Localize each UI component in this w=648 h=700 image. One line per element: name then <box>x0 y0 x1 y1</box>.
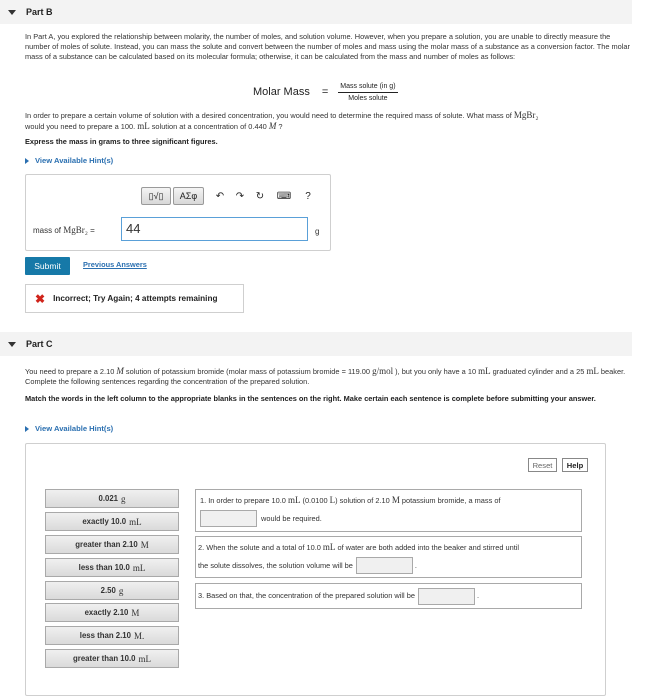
formula-fraction <box>338 83 397 102</box>
part-b-header[interactable] <box>0 0 632 24</box>
math-toolbar <box>141 185 341 207</box>
previous-answers-link[interactable]: Previous Answers <box>83 260 147 269</box>
chip-0021-g[interactable] <box>45 489 179 508</box>
formula-equals: = <box>321 86 329 98</box>
reset-button[interactable]: Reset <box>528 458 557 472</box>
hint-caret-icon <box>25 426 29 432</box>
s1-text-a: 1. In order to prepare 10.0 <box>200 496 288 505</box>
part-c-instruction: Match the words in the left column to the appropriate blanks in the sentences on the right. Make certain each sentence is complete before submitting your answer. <box>25 394 596 403</box>
greek-symbols-button[interactable]: ΑΣφ <box>173 187 204 205</box>
s2-text-b: of water are both added into the beaker and stirred until <box>335 543 520 552</box>
s1-text-c: ) solution of 2.10 <box>335 496 392 505</box>
answer-unit: g <box>315 227 320 236</box>
c-intro-5: beaker. Complete the following sentences regarding the concentration of the prepared solution. <box>25 367 626 386</box>
chip-exactly-210-m[interactable] <box>45 603 179 622</box>
s3-end: . <box>476 591 479 600</box>
s1-ml: mL <box>287 495 301 505</box>
s1-text-b: (0.0100 <box>300 496 330 505</box>
chip-exactly-10-ml[interactable] <box>45 512 179 531</box>
chip-unit: g <box>121 493 126 504</box>
s2-text-a: 2. When the solute and a total of 10.0 <box>198 543 323 552</box>
chip-unit: mL <box>132 562 146 573</box>
question-unit-m: M <box>268 121 277 131</box>
mass-label <box>33 225 95 235</box>
blank-1[interactable] <box>200 510 257 527</box>
part-b-title: Part B <box>26 7 53 17</box>
hint-label: View Available Hint(s) <box>35 156 114 165</box>
feedback-text: Incorrect; Try Again; 4 attempts remaining <box>53 294 218 303</box>
answer-area <box>25 174 331 251</box>
part-b-instruction: Express the mass in grams to three significant figures. <box>25 137 218 146</box>
templates-button[interactable]: ▯√▯ <box>141 187 171 205</box>
undo-icon[interactable]: ↶ <box>215 190 225 202</box>
question-compound: MgBr₂ <box>513 110 539 120</box>
blank-3[interactable] <box>418 588 475 605</box>
chip-unit: M <box>131 607 140 618</box>
c-intro-ml: mL <box>478 366 491 376</box>
chip-less-than-10-ml[interactable] <box>45 558 179 577</box>
redo-icon[interactable]: ↷ <box>235 190 245 202</box>
chip-text: 2.50 <box>100 586 116 595</box>
formula-denominator: Moles solute <box>348 94 388 102</box>
reset-icon[interactable]: ↻ <box>255 190 265 202</box>
s1-m: M <box>391 495 400 505</box>
s1-text-d: potassium bromide, a mass of <box>399 496 501 505</box>
chip-text: greater than 10.0 <box>73 654 136 663</box>
mass-label-prefix: mass of <box>33 226 64 235</box>
s2-text-c: the solute dissolves, the solution volume will be <box>198 560 353 570</box>
part-c-intro <box>25 366 633 387</box>
formula-numerator: Mass solute (in g) <box>338 83 397 93</box>
chip-250-g[interactable] <box>45 581 179 600</box>
chip-greater-than-10-ml[interactable] <box>45 649 179 668</box>
question-text-3: solution at a concentration of 0.440 <box>149 122 269 131</box>
submit-button[interactable]: Submit <box>25 257 70 275</box>
part-c-hint-link[interactable] <box>25 424 113 433</box>
s1-l: L <box>329 495 336 505</box>
c-intro-4: graduated cylinder and a 25 <box>490 367 587 376</box>
question-text-1: In order to prepare a certain volume of solution with a desired concentration, you would need to determine the required mass of solute. What mass of <box>25 111 514 120</box>
hint-label: View Available Hint(s) <box>35 424 114 433</box>
chip-text: greater than 2.10 <box>75 540 138 549</box>
part-c-title: Part C <box>26 339 53 349</box>
c-intro-3: ), but you only have a 10 <box>393 367 479 376</box>
chip-unit: M <box>140 539 149 550</box>
sentence-2 <box>195 536 582 578</box>
chip-unit: mL <box>138 653 151 664</box>
question-text-4: ? <box>276 122 283 131</box>
hint-caret-icon <box>25 158 29 164</box>
chip-text: less than 2.10 <box>79 631 131 640</box>
matching-area <box>25 443 606 696</box>
chip-unit: mL <box>129 516 142 527</box>
molar-mass-formula <box>253 80 398 104</box>
sentence-3 <box>195 583 582 609</box>
c-intro-ml2: mL <box>586 366 599 376</box>
collapse-triangle-icon[interactable] <box>8 10 16 15</box>
mass-label-suffix: = <box>87 226 95 235</box>
question-text-2: would you need to prepare a 100. <box>25 122 138 131</box>
help-icon[interactable]: ? <box>305 190 311 202</box>
chip-text: exactly 2.10 <box>84 608 129 617</box>
c-intro-m: M <box>116 366 124 376</box>
c-intro-2: solution of potassium bromide (molar mass of potassium bromide = 119.00 <box>123 367 373 376</box>
formula-lhs: Molar Mass <box>253 86 310 98</box>
sentence-1 <box>195 489 582 532</box>
part-c-header[interactable] <box>0 332 632 356</box>
mass-label-compound: MgBr₂ <box>63 225 88 235</box>
keyboard-icon[interactable]: ⌨ <box>276 190 292 202</box>
help-button[interactable]: Help <box>562 458 588 472</box>
incorrect-x-icon: ✖ <box>35 291 46 306</box>
chip-unit: g <box>118 585 124 596</box>
s3-text-a: 3. Based on that, the concentration of the prepared solution will be <box>198 591 415 600</box>
mass-answer-input[interactable]: 44 <box>121 217 308 241</box>
question-unit-ml: mL <box>137 121 150 131</box>
c-intro-gmol: g/mol <box>372 366 394 376</box>
c-intro-1: You need to prepare a 2.10 <box>25 367 117 376</box>
part-b-question <box>25 110 633 132</box>
collapse-triangle-icon[interactable] <box>8 342 16 347</box>
chip-greater-than-210-m[interactable] <box>45 535 179 554</box>
chip-text: exactly 10.0 <box>82 517 127 526</box>
chip-text: 0.021 <box>98 494 118 503</box>
part-b-hint-link[interactable] <box>25 156 113 165</box>
feedback-message <box>25 284 244 313</box>
chip-less-than-210-m[interactable] <box>45 626 179 645</box>
blank-2[interactable] <box>356 557 413 574</box>
s1-end: would be required. <box>261 513 322 523</box>
chip-text: less than 10.0 <box>78 563 130 572</box>
part-b-intro: In Part A, you explored the relationship between molarity, the number of moles, and solution volume. However, when you prepare a solution, you are unable to directly measure the number of moles of solute. Instead, you can mass the solute and convert between the number of moles and mass using the molar mass of a substance as a conversion factor. The molar mass of a substance can be calculated based on its molecular formula; otherwise, it can be calculated from the mass and number of moles as follows: <box>25 32 630 61</box>
s2-end: . <box>414 560 417 570</box>
s2-ml: mL <box>322 542 336 552</box>
chip-unit: M. <box>133 630 145 641</box>
